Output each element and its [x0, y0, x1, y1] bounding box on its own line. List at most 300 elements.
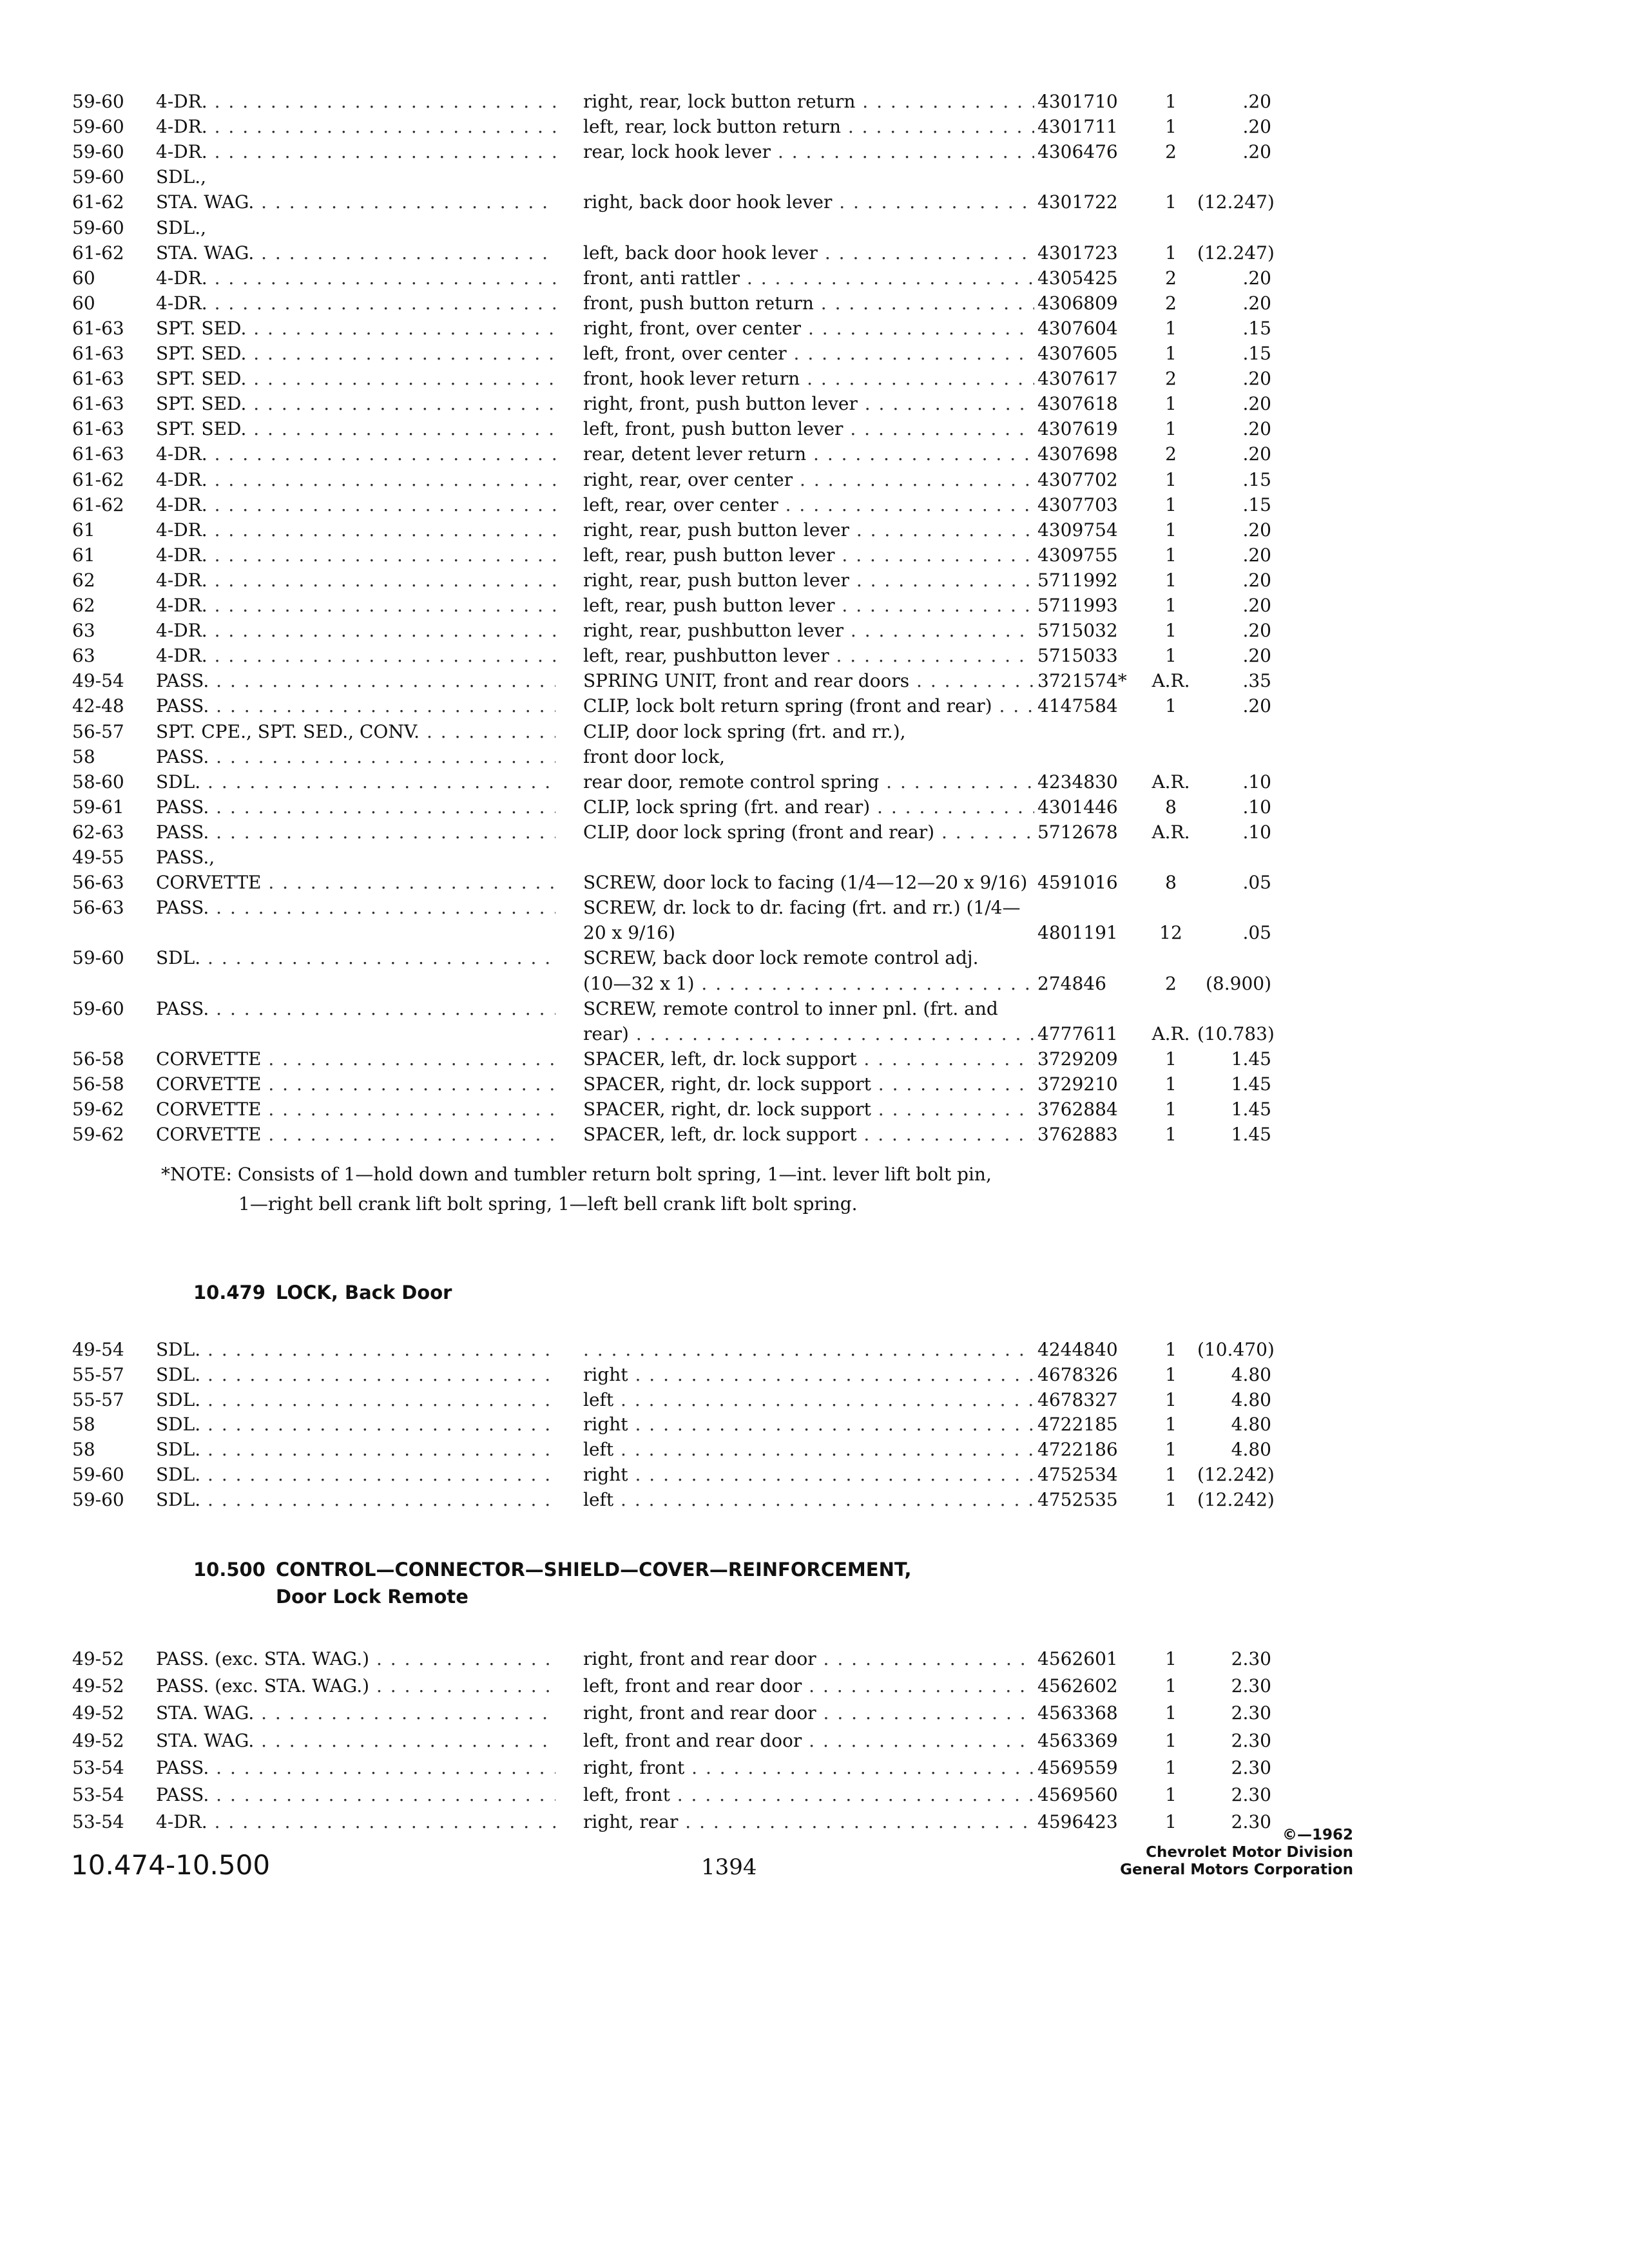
publisher-block [1044, 1827, 1353, 1879]
body-type: SDL., [156, 216, 207, 238]
body-type: PASS. . . . [156, 1755, 555, 1781]
model-year: 60 [72, 267, 95, 289]
quantity: 1 [1165, 343, 1177, 364]
body-type: CORVETTE . . . [156, 1072, 555, 1097]
quantity: 1 [1165, 1811, 1177, 1833]
model-year: 59-62 [72, 1124, 124, 1146]
part-description: CLIP, door lock spring (frt. and rr.), [583, 720, 906, 742]
price: .15 [1242, 317, 1271, 339]
body-type: SPT. SED. . . . [156, 366, 555, 392]
quantity: A.R. [1152, 670, 1190, 692]
part-description: left, front . . . [583, 1782, 1034, 1808]
part-description: left . . . [583, 1487, 1034, 1513]
corporation: General Motors Corporation [1120, 1861, 1353, 1878]
parts-row [0, 1437, 1629, 1463]
body-type: PASS. . . . [156, 996, 555, 1022]
body-type: 4-DR. . . . [156, 265, 555, 291]
parts-row [0, 341, 1629, 367]
part-description: front, anti rattler . . . [583, 265, 1034, 291]
part-number: 5715033 [1037, 645, 1118, 667]
body-type: PASS., [156, 847, 215, 868]
part-description: (10—32 x 1) . . . [583, 971, 1034, 997]
price: 2.30 [1231, 1729, 1271, 1751]
quantity: 8 [1165, 872, 1177, 894]
part-number: 4301446 [1037, 796, 1118, 818]
part-description: rear, lock hook lever . . . [583, 139, 1034, 165]
model-year: 49-52 [72, 1702, 124, 1724]
price: .20 [1242, 116, 1271, 138]
parts-row [0, 316, 1629, 341]
quantity: 2 [1165, 368, 1177, 390]
quantity: 1 [1165, 1073, 1177, 1095]
quantity: 1 [1165, 418, 1177, 440]
body-type: PASS. . . . [156, 668, 555, 694]
part-description: left, front and rear door . . . [583, 1673, 1034, 1699]
part-number: 5712678 [1037, 821, 1118, 843]
part-number: 4301722 [1037, 191, 1118, 213]
part-number: 4301711 [1037, 116, 1118, 138]
part-description: right, rear . . . [583, 1809, 1034, 1835]
body-type: 4-DR. . . . [156, 467, 555, 493]
part-number: 4569559 [1037, 1756, 1118, 1778]
price: .05 [1242, 872, 1271, 894]
price: .20 [1242, 141, 1271, 163]
model-year: 62-63 [72, 821, 124, 843]
part-number: 4307604 [1037, 317, 1118, 339]
part-description: right . . . [583, 1362, 1034, 1388]
model-year: 58 [72, 1414, 95, 1436]
model-year: 49-52 [72, 1729, 124, 1751]
model-year: 53-54 [72, 1811, 124, 1833]
part-number: 4752535 [1037, 1488, 1118, 1510]
model-year: 53-54 [72, 1784, 124, 1805]
part-number: 4563368 [1037, 1702, 1118, 1724]
quantity: 1 [1165, 1389, 1177, 1410]
parts-row [0, 820, 1629, 845]
model-year: 61-62 [72, 468, 124, 490]
model-year: 49-54 [72, 1339, 124, 1360]
body-type: SDL., [156, 166, 207, 188]
parts-row [0, 593, 1629, 619]
price: .20 [1242, 544, 1271, 566]
price: 1.45 [1231, 1048, 1271, 1070]
body-type: CORVETTE . . . [156, 870, 555, 896]
quantity: 1 [1165, 1784, 1177, 1805]
model-year: 59-60 [72, 116, 124, 138]
price: .15 [1242, 343, 1271, 364]
quantity: 1 [1165, 393, 1177, 415]
parts-row [0, 366, 1629, 392]
part-description: right, rear, pushbutton lever . . . [583, 618, 1034, 644]
quantity: 1 [1165, 1464, 1177, 1485]
quantity: 1 [1165, 468, 1177, 490]
part-description [583, 1337, 1034, 1363]
price: 2.30 [1231, 1648, 1271, 1669]
price: .15 [1242, 494, 1271, 515]
part-description: right . . . [583, 1412, 1034, 1437]
section-subtitle: Door Lock Remote [276, 1586, 468, 1608]
page-range: 10.474-10.500 [71, 1849, 271, 1881]
body-type: PASS. . . . [156, 744, 555, 770]
price: .20 [1242, 267, 1271, 289]
part-number: 4307617 [1037, 368, 1118, 390]
footnote-line-2: 1—right bell crank lift bolt spring, 1—left bell crank lift bolt spring. [238, 1193, 858, 1215]
model-year: 61-63 [72, 343, 124, 364]
section-title: CONTROL—CONNECTOR—SHIELD—COVER—REINFORCEMENT, [276, 1559, 912, 1581]
part-description: CLIP, lock bolt return spring (front and rear) . . . [583, 693, 1034, 719]
body-type: SDL. . . . [156, 1437, 555, 1463]
part-number: 4562601 [1037, 1648, 1118, 1669]
price: 1.45 [1231, 1099, 1271, 1120]
part-number: 4752534 [1037, 1464, 1118, 1485]
model-year: 63 [72, 620, 95, 642]
quantity: 1 [1165, 620, 1177, 642]
part-description: left, rear, push button lever . . . [583, 593, 1034, 619]
price: (12.242) [1197, 1464, 1275, 1485]
body-type: STA. WAG. . . . [156, 240, 555, 266]
price: .10 [1242, 821, 1271, 843]
price: .15 [1242, 468, 1271, 490]
part-description: right . . . [583, 1462, 1034, 1488]
part-number: 4147584 [1037, 695, 1118, 717]
part-description: rear) . . . [583, 1021, 1034, 1047]
body-type: SDL. . . . [156, 1337, 555, 1363]
parts-row [0, 517, 1629, 543]
part-number: 4301723 [1037, 242, 1118, 264]
part-description: SPACER, left, dr. lock support . . . [583, 1122, 1034, 1148]
part-number: 4678327 [1037, 1389, 1118, 1410]
parts-row [0, 618, 1629, 644]
body-type: 4-DR. . . . [156, 1809, 555, 1835]
body-type: CORVETTE . . . [156, 1046, 555, 1072]
model-year: 42-48 [72, 695, 124, 717]
body-type: SDL. . . . [156, 1362, 555, 1388]
part-number: 4307703 [1037, 494, 1118, 515]
quantity: 1 [1165, 1099, 1177, 1120]
part-description: left . . . [583, 1437, 1034, 1463]
body-type: SDL. . . . [156, 1387, 555, 1413]
part-description: right, front and rear door . . . [583, 1646, 1034, 1672]
part-number: 4301710 [1037, 91, 1118, 112]
model-year: 61-62 [72, 494, 124, 515]
body-type: SDL. . . . [156, 769, 555, 795]
part-description: right, rear, over center . . . [583, 467, 1034, 493]
part-number: 4307702 [1037, 468, 1118, 490]
price: .20 [1242, 620, 1271, 642]
parts-row [0, 1362, 1629, 1388]
model-year: 53-54 [72, 1756, 124, 1778]
model-year: 59-60 [72, 947, 124, 969]
model-year: 49-54 [72, 670, 124, 692]
quantity: 1 [1165, 1729, 1177, 1751]
quantity: 1 [1165, 595, 1177, 616]
part-number: 5711993 [1037, 595, 1118, 616]
model-year: 61-63 [72, 418, 124, 440]
price: .20 [1242, 645, 1271, 667]
body-type: STA. WAG. . . . [156, 1700, 555, 1726]
quantity: A.R. [1152, 771, 1190, 793]
section-heading [193, 1556, 912, 1610]
model-year: 58-60 [72, 771, 124, 793]
part-number: 4563369 [1037, 1729, 1118, 1751]
part-number: 3721574* [1037, 670, 1127, 692]
parts-row [0, 568, 1629, 593]
model-year: 61-62 [72, 191, 124, 213]
parts-row [0, 467, 1629, 493]
model-year: 61-63 [72, 368, 124, 390]
model-year: 56-57 [72, 720, 124, 742]
body-type: CORVETTE . . . [156, 1097, 555, 1122]
part-number: 4309755 [1037, 544, 1118, 566]
price: 2.30 [1231, 1756, 1271, 1778]
quantity: 1 [1165, 569, 1177, 591]
part-number: 4309754 [1037, 519, 1118, 541]
quantity: 1 [1165, 1048, 1177, 1070]
parts-row [0, 1412, 1629, 1437]
parts-row [0, 1487, 1629, 1513]
body-type: 4-DR. . . . [156, 568, 555, 593]
part-description: front, hook lever return . . . [583, 366, 1034, 392]
quantity: 2 [1165, 267, 1177, 289]
price: (8.900) [1205, 972, 1271, 994]
model-year: 58 [72, 745, 95, 767]
price: 4.80 [1231, 1389, 1271, 1410]
body-type: SDL. . . . [156, 1412, 555, 1437]
body-type: 4-DR. . . . [156, 643, 555, 669]
body-type: SPT. SED. . . . [156, 316, 555, 341]
quantity: 1 [1165, 695, 1177, 717]
body-type: 4-DR. . . . [156, 139, 555, 165]
parts-row [0, 391, 1629, 417]
part-description: left . . . [583, 1387, 1034, 1413]
part-number: 4722186 [1037, 1439, 1118, 1461]
model-year: 61-63 [72, 317, 124, 339]
part-description: SCREW, door lock to facing (1/4—12—20 x 9/16) [583, 872, 1028, 894]
part-number: 4801191 [1037, 922, 1118, 944]
model-year: 58 [72, 1439, 95, 1461]
parts-row [0, 492, 1629, 518]
parts-row [0, 1097, 1629, 1122]
parts-row [0, 769, 1629, 795]
parts-row [0, 1462, 1629, 1488]
parts-row [0, 1122, 1629, 1148]
parts-row [0, 1337, 1629, 1363]
body-type: 4-DR. . . . [156, 291, 555, 316]
price: 2.30 [1231, 1702, 1271, 1724]
parts-row [0, 1782, 1629, 1808]
part-description: left, back door hook lever . . . [583, 240, 1034, 266]
part-description: right, rear, push button lever . . . [583, 517, 1034, 543]
part-number: 274846 [1037, 972, 1106, 994]
model-year: 59-62 [72, 1099, 124, 1120]
part-number: 4306809 [1037, 292, 1118, 314]
part-description: left, front, over center . . . [583, 341, 1034, 367]
part-number: 5715032 [1037, 620, 1118, 642]
part-number: 3729210 [1037, 1073, 1118, 1095]
part-number: 4678326 [1037, 1363, 1118, 1385]
body-type: SPT. CPE., SPT. SED., CONV. . . . [156, 719, 555, 745]
part-description: right, rear, push button lever . . . [583, 568, 1034, 593]
parts-row [0, 441, 1629, 467]
parts-row [0, 139, 1629, 165]
part-number: 4305425 [1037, 267, 1118, 289]
quantity: 1 [1165, 91, 1177, 112]
part-description: CLIP, door lock spring (front and rear) . . . [583, 820, 1034, 845]
body-type: SDL. . . . [156, 1462, 555, 1488]
price: (12.247) [1197, 242, 1275, 264]
model-year: 56-58 [72, 1073, 124, 1095]
parts-row [0, 1072, 1629, 1097]
part-number: 3729209 [1037, 1048, 1118, 1070]
quantity: 1 [1165, 1439, 1177, 1461]
parts-row [0, 291, 1629, 316]
part-number: 3762883 [1037, 1124, 1118, 1146]
part-description: SCREW, dr. lock to dr. facing (frt. and rr.) (1/4— [583, 897, 1021, 919]
price: .10 [1242, 771, 1271, 793]
price: 1.45 [1231, 1124, 1271, 1146]
quantity: 1 [1165, 1702, 1177, 1724]
part-description: left, rear, lock button return . . . [583, 114, 1034, 140]
part-description: rear, detent lever return . . . [583, 441, 1034, 467]
section-title: LOCK, Back Door [276, 1282, 452, 1303]
model-year: 49-52 [72, 1675, 124, 1697]
body-type: SPT. SED. . . . [156, 416, 555, 442]
price: .10 [1242, 796, 1271, 818]
parts-row [0, 895, 1629, 921]
part-number: 4307605 [1037, 343, 1118, 364]
body-type: 4-DR. . . . [156, 517, 555, 543]
quantity: A.R. [1152, 821, 1190, 843]
model-year: 55-57 [72, 1363, 124, 1385]
price: .35 [1242, 670, 1271, 692]
quantity: 1 [1165, 494, 1177, 515]
body-type: 4-DR. . . . [156, 89, 555, 115]
quantity: 12 [1159, 922, 1182, 944]
model-year: 61 [72, 519, 95, 541]
body-type: SDL. . . . [156, 945, 555, 971]
parts-row [0, 668, 1629, 694]
parts-row [0, 215, 1629, 241]
price: .20 [1242, 569, 1271, 591]
part-description: right, rear, lock button return . . . [583, 89, 1034, 115]
model-year: 56-58 [72, 1048, 124, 1070]
part-description: right, front . . . [583, 1755, 1034, 1781]
model-year: 59-60 [72, 141, 124, 163]
parts-row [0, 1387, 1629, 1413]
body-type: SPT. SED. . . . [156, 341, 555, 367]
part-description: SPACER, left, dr. lock support . . . [583, 1046, 1034, 1072]
part-description: left, front, push button lever . . . [583, 416, 1034, 442]
parts-row [0, 1755, 1629, 1781]
part-number: 4307619 [1037, 418, 1118, 440]
price: .20 [1242, 292, 1271, 314]
body-type: PASS. . . . [156, 895, 555, 921]
part-description: right, front, over center . . . [583, 316, 1034, 341]
model-year: 61-63 [72, 393, 124, 415]
body-type: PASS. . . . [156, 693, 555, 719]
parts-row [0, 543, 1629, 568]
model-year: 55-57 [72, 1389, 124, 1410]
part-description: rear door, remote control spring . . . [583, 769, 1034, 795]
body-type: STA. WAG. . . . [156, 189, 555, 215]
parts-row [0, 693, 1629, 719]
part-description: SPACER, right, dr. lock support . . . [583, 1072, 1034, 1097]
parts-row [0, 1673, 1629, 1699]
quantity: 2 [1165, 141, 1177, 163]
part-number: 4307618 [1037, 393, 1118, 415]
body-type: STA. WAG. . . . [156, 1728, 555, 1754]
parts-row [0, 996, 1629, 1022]
model-year: 56-63 [72, 872, 124, 894]
part-number: 5711992 [1037, 569, 1118, 591]
parts-row [0, 794, 1629, 820]
model-year: 59-60 [72, 166, 124, 188]
quantity: 1 [1165, 1675, 1177, 1697]
part-description: SPRING UNIT, front and rear doors . . . [583, 668, 1034, 694]
part-number: 4722185 [1037, 1414, 1118, 1436]
price: .20 [1242, 418, 1271, 440]
model-year: 62 [72, 595, 95, 616]
body-type: 4-DR. . . . [156, 441, 555, 467]
price: .20 [1242, 368, 1271, 390]
price: .20 [1242, 519, 1271, 541]
section-number: 10.500 [193, 1559, 265, 1581]
price: .20 [1242, 91, 1271, 112]
division: Chevrolet Motor Division [1146, 1844, 1353, 1861]
parts-row [0, 1728, 1629, 1754]
model-year: 61 [72, 544, 95, 566]
part-description: left, rear, pushbutton lever . . . [583, 643, 1034, 669]
part-description: left, front and rear door . . . [583, 1728, 1034, 1754]
part-description: SCREW, remote control to inner pnl. (frt. and [583, 997, 998, 1019]
quantity: 2 [1165, 292, 1177, 314]
price: 4.80 [1231, 1439, 1271, 1461]
part-description: right, front, push button lever . . . [583, 391, 1034, 417]
footnote [161, 1160, 1063, 1219]
price: 1.45 [1231, 1073, 1271, 1095]
parts-row [0, 845, 1629, 870]
part-description: left, rear, over center . . . [583, 492, 1034, 518]
price: (10.783) [1197, 1023, 1275, 1044]
quantity: 1 [1165, 242, 1177, 264]
model-year: 59-60 [72, 91, 124, 112]
parts-row [0, 114, 1629, 140]
quantity: A.R. [1152, 1023, 1190, 1044]
part-number: 4234830 [1037, 771, 1118, 793]
part-number: 3762884 [1037, 1099, 1118, 1120]
quantity: 1 [1165, 544, 1177, 566]
parts-row [0, 920, 1629, 946]
parts-row [0, 1046, 1629, 1072]
part-description: SPACER, right, dr. lock support . . . [583, 1097, 1034, 1122]
parts-row [0, 1021, 1629, 1047]
quantity: 1 [1165, 1756, 1177, 1778]
part-number: 4244840 [1037, 1339, 1118, 1360]
body-type: PASS. . . . [156, 794, 555, 820]
quantity: 1 [1165, 116, 1177, 138]
quantity: 2 [1165, 443, 1177, 465]
part-number: 4596423 [1037, 1811, 1118, 1833]
body-type: PASS. . . . [156, 820, 555, 845]
quantity: 8 [1165, 796, 1177, 818]
parts-row [0, 971, 1629, 997]
model-year: 56-63 [72, 897, 124, 919]
parts-row [0, 240, 1629, 266]
body-type: 4-DR. . . . [156, 618, 555, 644]
model-year: 62 [72, 569, 95, 591]
body-type: CORVETTE . . . [156, 1122, 555, 1148]
price: (12.242) [1197, 1488, 1275, 1510]
